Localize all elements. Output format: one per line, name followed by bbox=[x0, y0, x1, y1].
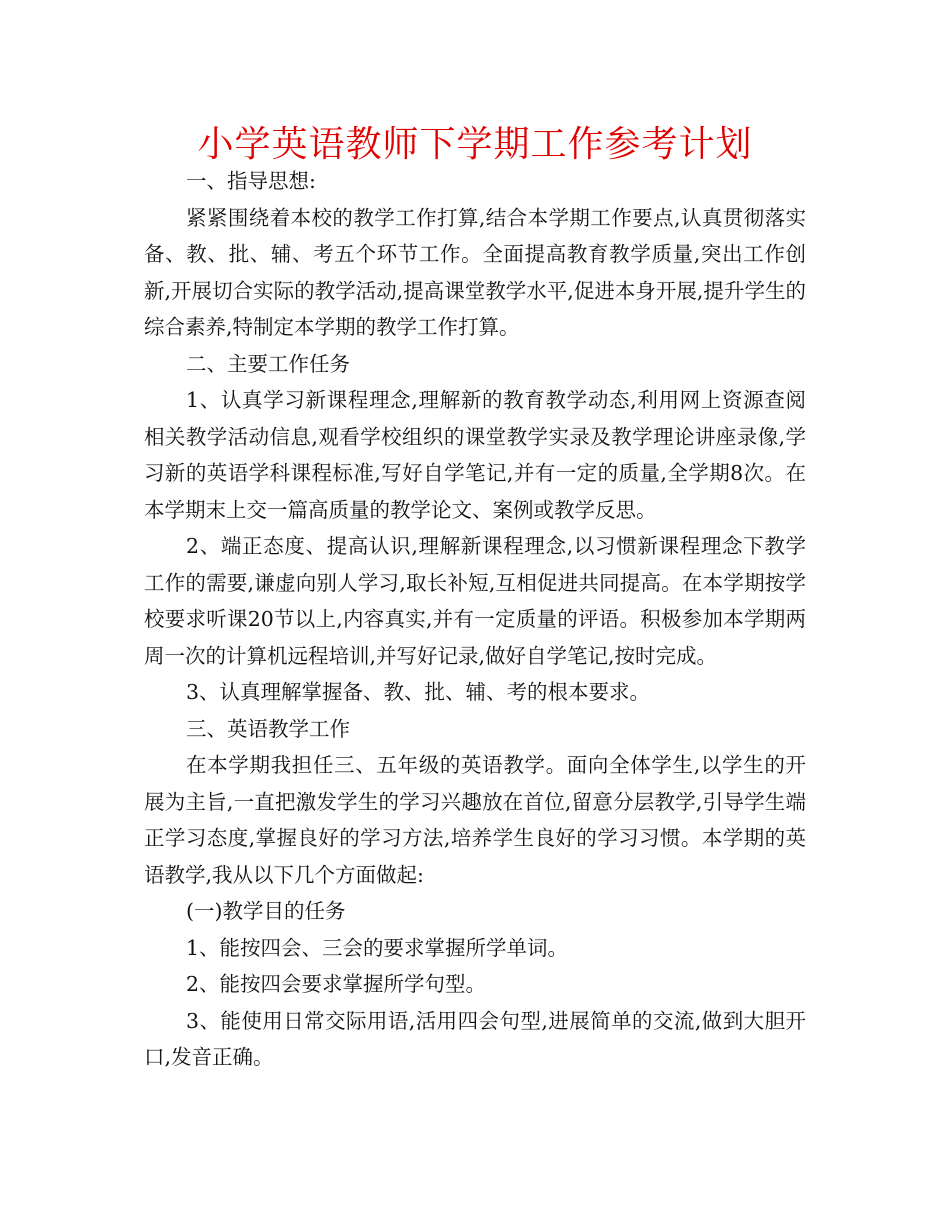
list-item: 1、能按四会、三会的要求掌握所学单词。 bbox=[186, 935, 569, 960]
paragraph: 3、认真理解掌握备、教、批、辅、考的根本要求。 bbox=[186, 680, 651, 704]
subsection-heading-teaching-goals: (一)教学目的任务 bbox=[186, 899, 346, 923]
paragraph: 在本学期我担任三、五年级的英语教学。面向全体学生,以学生的开展为主旨,一直把激发学生的学习兴趣放在首位,留意分层教学,引导学生端正学习态度,掌握良好的学习方法,培养学生良好的学习习惯。本学期的英语教学,我从以下几个方面做起: bbox=[144, 753, 806, 887]
document-title: 小学英语教师下学期工作参考计划 bbox=[197, 124, 753, 165]
list-item: 3、能使用日常交际用语,活用四会句型,进展简单的交流,做到大胆开口,发音正确。 bbox=[144, 1008, 806, 1069]
paragraph: 2、端正态度、提高认识,理解新课程理念,以习惯新课程理念下教学工作的需要,谦虚向别人学习,取长补短,互相促进共同提高。在本学期按学校要求听课20节以上,内容真实,并有一定质量的评语。积极参加本学期两周一次的计算机远程培训,并写好记录,做好自学笔记,按时完成。 bbox=[144, 534, 806, 668]
document-body bbox=[144, 163, 806, 1076]
list-item: 2、能按四会要求掌握所学句型。 bbox=[186, 972, 487, 996]
paragraph: 紧紧围绕着本校的教学工作打算,结合本学期工作要点,认真贯彻落实备、教、批、辅、考五个环节工作。全面提高教育教学质量,突出工作创新,开展切合实际的教学活动,提高课堂教学水平,促进本身开展,提升学生的综合素养,特制定本学期的教学工作打算。 bbox=[144, 205, 806, 339]
paragraph: 1、认真学习新课程理念,理解新的教育教学动态,利用网上资源查阅相关教学活动信息,观看学校组织的课堂教学实录及教学理论讲座录像,学习新的英语学科课程标准,写好自学笔记,并有一定的质量,全学期8次。在本学期末上交一篇高质量的教学论文、案例或教学反思。 bbox=[144, 388, 806, 522]
section-heading-main-tasks: 二、主要工作任务 bbox=[186, 351, 350, 376]
section-heading-english-teaching: 三、英语教学工作 bbox=[186, 716, 350, 741]
section-heading-guiding-ideology: 一、指导思想: bbox=[186, 169, 316, 193]
